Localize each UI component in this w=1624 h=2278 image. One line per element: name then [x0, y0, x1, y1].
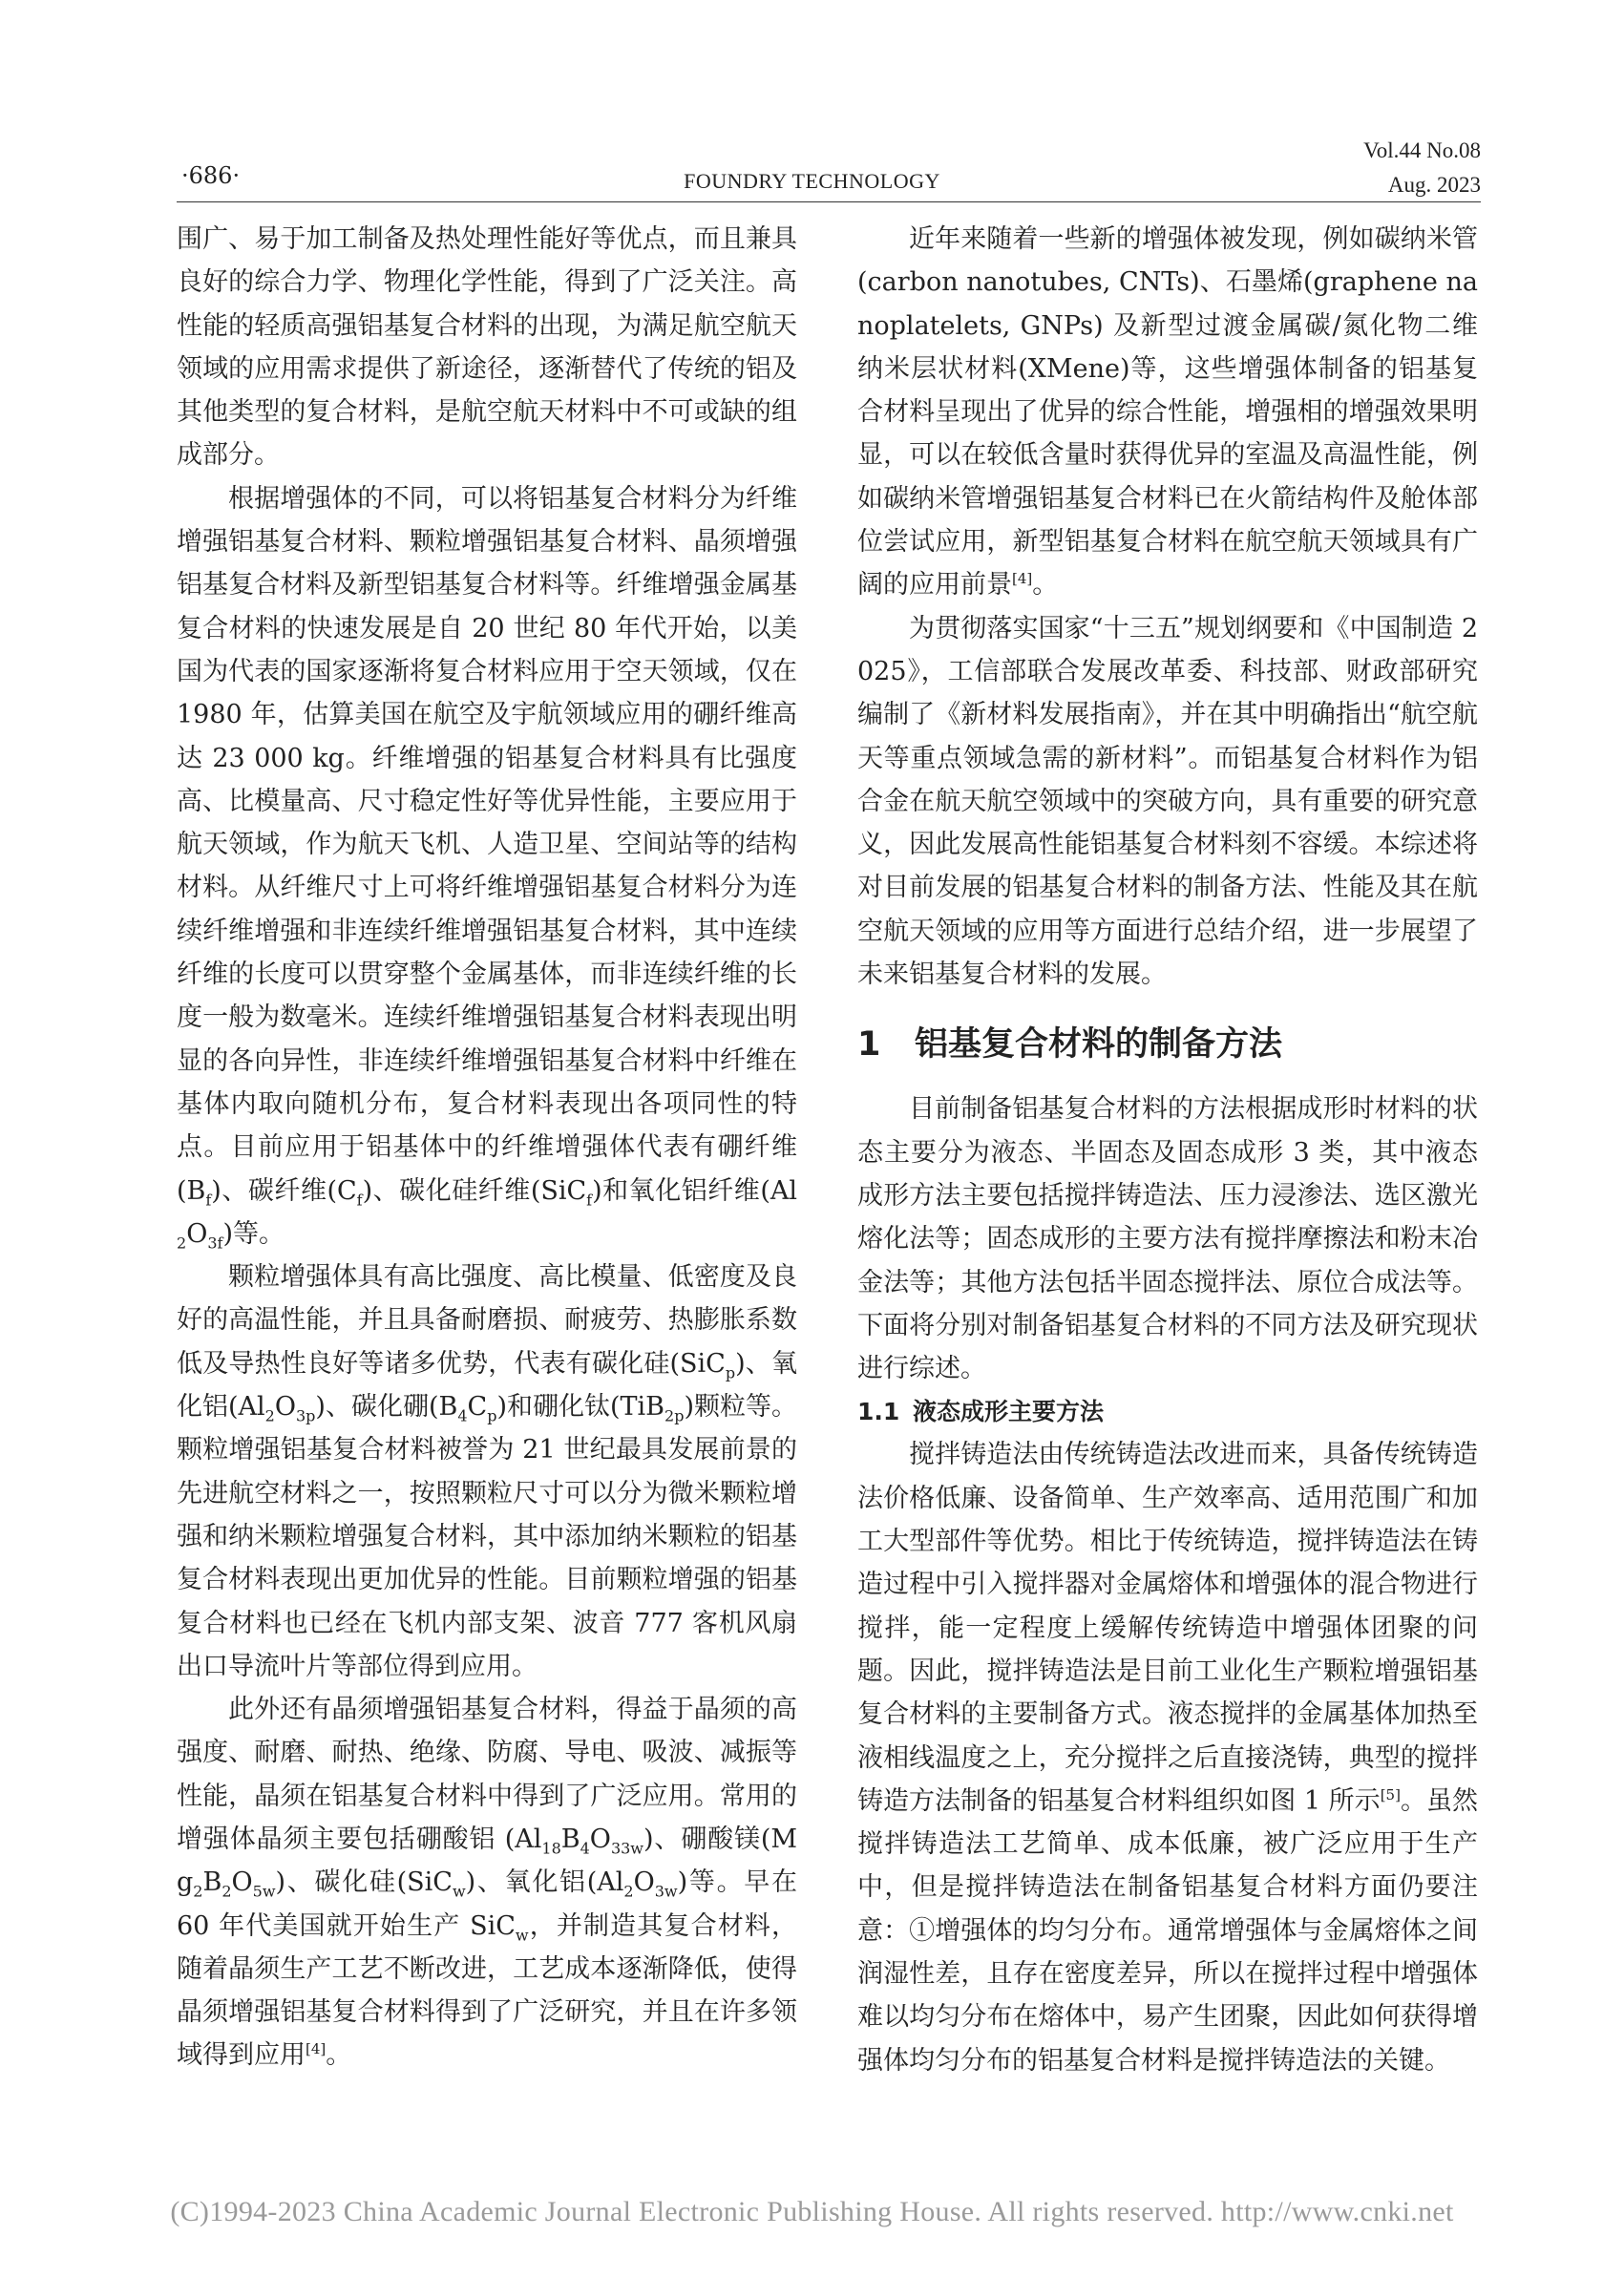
- paragraph: 根据增强体的不同，可以将铝基复合材料分为纤维增强铝基复合材料、颗粒增强铝基复合材料、晶须增强铝基复合材料及新型铝基复合材料等。纤维增强金属基复合材料的快速发展是自 20 世纪 80 年代开始，以美国为代表的国家逐渐将复合材料应用于空天领域，仅在 1980 年，估算美国在航空及宇航领域应用的硼纤维高达 23 000 kg。纤维增强的铝基复合材料具有比强度高、比模量高、尺寸稳定性好等优异性能，主要应用于航天领域，作为航天飞机、人造卫星、空间站等的结构材料。从纤维尺寸上可将纤维增强铝基复合材料分为连续纤维增强和非连续纤维增强铝基复合材料，其中连续纤维的长度可以贯穿整个金属基体，而非连续纤维的长度一般为数毫米。连续纤维增强铝基复合材料表现出明显的各向异性，非连续纤维增强铝基复合材料中纤维在基体内取向随机分布，复合材料表现出各项同性的特点。目前应用于铝基体中的纤维增强体代表有硼纤维$(B_f)$、碳纤维$(C_f)$、碳化硅纤维(SiC$_f$)和氧化铝纤维$(Al_2O_{3f})$等。: [177, 483, 798, 1253]
- paragraph: 目前制备铝基复合材料的方法根据成形时材料的状态主要分为液态、半固态及固态成形 3 类，其中液态成形方法主要包括搅拌铸造法、压力浸渗法、选区激光熔化法等；固态成形的主要方法有搅拌摩擦法和粉末冶金法等；其他方法包括半固态搅拌法、原位合成法等。下面将分别对制备铝基复合材料的不同方法及研究现状进行综述。: [857, 1094, 1478, 1384]
- right-column: [857, 218, 1478, 2082]
- page-number: ·686·: [181, 162, 241, 189]
- left-column: [177, 218, 797, 2078]
- subsection-heading: 1.1 液态成形主要方法: [857, 1398, 1105, 1426]
- citation-ref: [5]: [1380, 1785, 1401, 1803]
- volume-number: Vol.44 No.08: [1363, 138, 1481, 162]
- journal-name: FOUNDRY TECHNOLOGY: [684, 169, 940, 193]
- paragraph: 为贯彻落实国家“十三五”规划纲要和《中国制造 2025》，工信部联合发展改革委、科技部、财政部研究编制了《新材料发展指南》，并在其中明确指出“航空航天等重点领域急需的新材料”。而铝基复合材料作为铝合金在航天航空领域中的突破方向，具有重要的研究意义，因此发展高性能铝基复合材料刻不容缓。本综述将对目前发展的铝基复合材料的制备方法、性能及其在航空航天领域的应用等方面进行总结介绍，进一步展望了未来铝基复合材料的发展。: [857, 613, 1478, 990]
- paragraph: 此外还有晶须增强铝基复合材料，得益于晶须的高强度、耐磨、耐热、绝缘、防腐、导电、吸波、减振等性能，晶须在铝基复合材料中得到了广泛应用。常用的增强体晶须主要包括硼酸铝 $(Al_{18}B_4O_{33w})$、硼酸镁$(Mg_2B_2O_{5w})$、碳化硅(SiC$_w$)、氧化铝$(Al_2O_{3w})$等。早在 60 年代美国就开始生产 SiC$_w$，并制造其复合材料，随着晶须生产工艺不断改进，工艺成本逐渐降低，使得晶须增强铝基复合材料得到了广泛研究，并且在许多领域得到应用[4]。: [177, 1695, 798, 2071]
- paragraph: 搅拌铸造法由传统铸造法改进而来，具备传统铸造法价格低廉、设备简单、生产效率高、适用范围广和加工大型部件等优势。相比于传统铸造，搅拌铸造法在铸造过程中引入搅拌器对金属熔体和增强体的混合物进行搅拌，能一定程度上缓解传统铸造中增强体团聚的问题。因此，搅拌铸造法是目前工业化生产颗粒增强铝基复合材料的主要制备方式。液态搅拌的金属基体加热至液相线温度之上，充分搅拌之后直接浇铸，典型的搅拌铸造方法制备的铝基复合材料组织如图 1 所示[5]。虽然搅拌铸造法工艺简单、成本低廉，被广泛应用于生产中，但是搅拌铸造法在制备铝基复合材料方面仍要注意：①增强体的均匀分布。通常增强体与金属熔体之间润湿性差，且存在密度差异，所以在搅拌过程中增强体难以均匀分布在熔体中，易产生团聚，因此如何获得增强体均匀分布的铝基复合材料是搅拌铸造法的关键。: [857, 1440, 1479, 2076]
- header-rule: [177, 201, 1481, 202]
- issue-info: [1363, 134, 1481, 202]
- section-heading: 1 铝基复合材料的制备方法: [857, 1025, 1283, 1065]
- citation-ref: [4]: [306, 2040, 327, 2058]
- issue-date: Aug. 2023: [1387, 173, 1481, 197]
- paragraph: 颗粒增强体具有高比强度、高比模量、低密度及良好的高温性能，并且具备耐磨损、耐疲劳、热膨胀系数低及导热性良好等诸多优势，代表有碳化硅(SiC$_p$)、氧化铝$(Al_2O_{3p})$、碳化硼$(B_4C_p)$和硼化钛(TiB$_{2p}$)颗粒等。颗粒增强铝基复合材料被誉为 21 世纪最具发展前景的先进航空材料之一，按照颗粒尺寸可以分为微米颗粒增强和纳米颗粒增强复合材料，其中添加纳米颗粒的铝基复合材料表现出更加优异的性能。目前颗粒增强的铝基复合材料也已经在飞机内部支架、波音 777 客机风扇出口导流叶片等部位得到应用。: [177, 1262, 797, 1681]
- copyright-footer: (C)1994-2023 China Academic Journal Electronic Publishing House. All rights reserved. http://www.cnki.net: [170, 2196, 1454, 2227]
- paragraph: 近年来随着一些新的增强体被发现，例如碳纳米管(carbon nanotubes, CNTs)、石墨烯(graphene nanoplatelets, GNPs) 及新型过渡金属碳/氮化物二维纳米层状材料(XMene)等，这些增强体制备的铝基复合材料呈现出了优异的综合性能，增强相的增强效果明显，可以在较低含量时获得优异的室温及高温性能，例如碳纳米管增强铝基复合材料已在火箭结构件及舱体部位尝试应用，新型铝基复合材料在航空航天领域具有广阔的应用前景[4]。: [857, 224, 1478, 601]
- paragraph: 围广、易于加工制备及热处理性能好等优点，而且兼具良好的综合力学、物理化学性能，得到了广泛关注。高性能的轻质高强铝基复合材料的出现，为满足航空航天领域的应用需求提供了新途径，逐渐替代了传统的铝及其他类型的复合材料，是航空航天材料中不可或缺的组成部分。: [177, 224, 797, 471]
- citation-ref: [4]: [1012, 570, 1033, 588]
